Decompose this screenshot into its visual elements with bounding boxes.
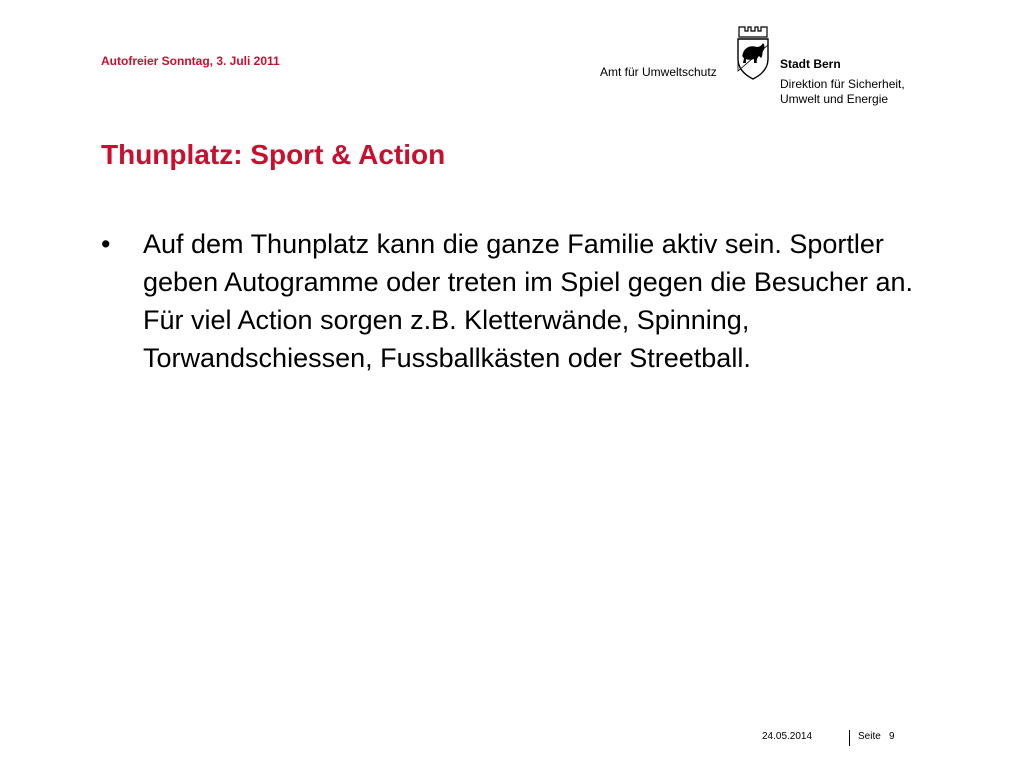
- footer-date: 24.05.2014: [762, 731, 813, 742]
- directorate-line-2: Umwelt und Energie: [780, 92, 889, 106]
- event-line: Autofreier Sonntag, 3. Juli 2011: [101, 54, 280, 68]
- list-item: [101, 225, 931, 377]
- bullet-list: [101, 225, 931, 377]
- organization-block: [780, 57, 905, 107]
- bern-coat-of-arms-icon: [735, 25, 771, 81]
- slide-title: Thunplatz: Sport & Action: [101, 139, 446, 170]
- footer-page-label: Seite: [858, 731, 881, 742]
- bullet-dot-icon: •: [101, 229, 111, 259]
- department-name: Amt für Umweltschutz: [600, 65, 717, 79]
- bullet-text: Auf dem Thunplatz kann die ganze Familie aktiv sein. Sportler geben Autogramme oder treten im Spiel gegen die Besucher an. Für viel Action sorgen z.B. Kletterwände, Spinning, Torwandschiessen, Fussballkästen oder Streetball.: [143, 229, 913, 373]
- organization-name: Stadt Bern: [780, 57, 841, 71]
- directorate-line-1: Direktion für Sicherheit,: [780, 77, 905, 91]
- footer-page-number: 9: [889, 731, 895, 742]
- footer-divider: [849, 730, 850, 746]
